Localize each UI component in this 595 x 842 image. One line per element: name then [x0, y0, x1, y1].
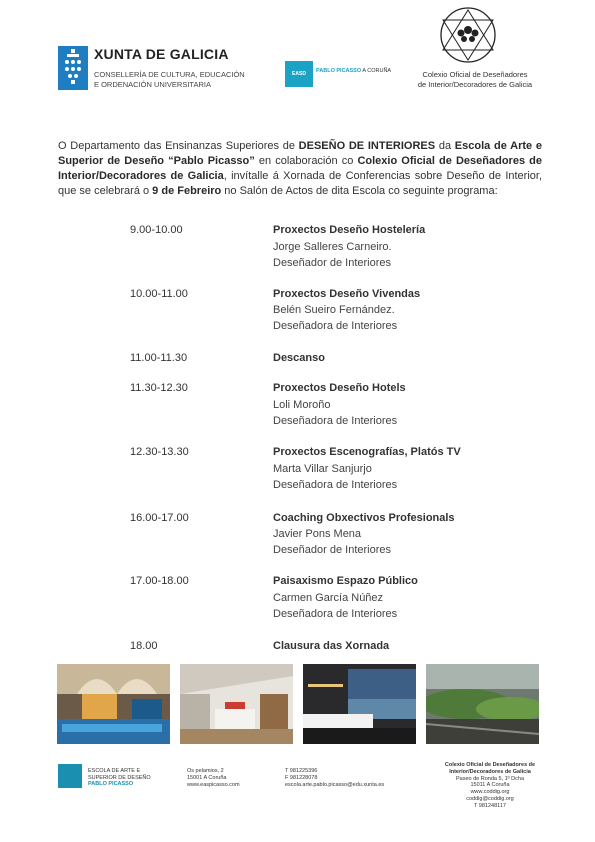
- colexio-contact: [430, 762, 550, 810]
- school-contact: [285, 768, 384, 788]
- xunta-title: XUNTA DE GALICIA: [94, 46, 229, 62]
- program-time: 11.30-12.30: [130, 382, 188, 394]
- photo-living-interior: [180, 664, 293, 744]
- program-title: Proxectos Deseño Hostelería: [273, 224, 426, 236]
- intro-text-1: O Departamento das Ensinanzas Superiores de: [58, 140, 299, 152]
- program-role: Deseñadora de Interiores: [273, 479, 398, 491]
- school-name-line-1: ESCOLA DE ARTE E: [88, 768, 141, 774]
- xunta-subtitle: [94, 70, 284, 90]
- colexio-contact-line-1: [430, 762, 550, 769]
- school-address: [187, 768, 240, 788]
- program-role: Deseñador de Interiores: [273, 257, 392, 269]
- intro-bold-1: DESEÑO DE INTERIORES: [298, 140, 436, 152]
- school-logo: [58, 764, 82, 788]
- intro-text-2: da: [435, 140, 455, 152]
- program-time: 12.30-13.30: [130, 446, 189, 458]
- photo-hospitality-interior: [57, 664, 170, 744]
- colexio-email: coddig@coddig.org: [466, 795, 514, 802]
- school-name-line-3: [88, 781, 151, 788]
- program-role: Deseñador de Interiores: [273, 544, 392, 556]
- easd-city: A CORUÑA: [361, 68, 392, 74]
- colexio-address: Paseo de Ronda 5, 1º Dcha: [455, 775, 525, 782]
- colexio-contact-line-2: [430, 769, 550, 776]
- program-time: 18.00: [130, 640, 158, 652]
- colexio-name: [400, 70, 550, 90]
- program-time: 16.00-17.00: [130, 512, 189, 524]
- program-speaker: Loli Moroño: [273, 399, 331, 411]
- intro-text-3: en colaboración co: [254, 155, 358, 167]
- school-name: [88, 768, 151, 788]
- colexio-city: 15011 A Coruña: [470, 782, 510, 789]
- easd-name: [316, 68, 391, 74]
- colexio-contact-bold-2: Interior/Decoradores de Galicia: [449, 768, 531, 775]
- address-line-1: Os pelamios, 2: [187, 768, 224, 774]
- intro-paragraph: [58, 139, 542, 199]
- colexio-name-line-2: de Interior/Decoradores de Galicia: [417, 80, 533, 89]
- easd-logo: EASD: [285, 61, 313, 87]
- colexio-website: www.coddig.org: [470, 789, 510, 796]
- xunta-subtitle-line-1: CONSELLERÍA DE CULTURA, EDUCACIÓN: [94, 70, 245, 79]
- program-role: Deseñadora de Interiores: [273, 608, 398, 620]
- program-speaker: Marta Villar Sanjurjo: [273, 463, 372, 475]
- school-name-bold: PABLO PICASSO: [88, 781, 134, 787]
- address-line-2: 15001 A Coruña: [187, 774, 227, 781]
- intro-bold-4: 9 de Febreiro: [152, 185, 222, 197]
- program-title: Coaching Obxectivos Profesionals: [273, 512, 455, 524]
- program-role: Deseñadora de Interiores: [273, 415, 398, 427]
- easd-name-bold: PABLO PICASSO: [316, 68, 362, 74]
- school-website: www.easpicasso.com: [187, 781, 240, 788]
- program-role: Deseñadora de Interiores: [273, 320, 398, 332]
- colexio-contact-bold-1: Colexio Oficial de Deseñadores de: [444, 762, 536, 768]
- colexio-emblem-icon: [439, 6, 497, 64]
- program-title: Clausura das Xornada: [273, 640, 390, 652]
- program-title: Proxectos Escenografías, Platós TV: [273, 446, 461, 458]
- program-speaker: Jorge Salleres Carneiro.: [273, 241, 392, 253]
- program-title: Paisaxismo Espazo Público: [273, 575, 418, 587]
- colexio-phone: T 981248117: [474, 802, 506, 809]
- school-phone: T 981225396: [285, 768, 318, 774]
- program-speaker: Belén Sueiro Fernández.: [273, 304, 395, 316]
- program-time: 17.00-18.00: [130, 575, 189, 587]
- program-time: 9.00-10.00: [130, 224, 183, 236]
- xunta-subtitle-line-2: E ORDENACIÓN UNIVERSITARIA: [94, 80, 211, 89]
- program-title: Proxectos Deseño Vivendas: [273, 288, 421, 300]
- program-speaker: Javier Pons Mena: [273, 528, 362, 540]
- program-title: Descanso: [273, 352, 325, 364]
- photo-hotel-room: [303, 664, 416, 744]
- program-time: 11.00-11.30: [130, 352, 188, 364]
- program-title: Proxectos Deseño Hotels: [273, 382, 406, 394]
- intro-text-5: no Salón de Actos de dita Escola co seguinte programa:: [221, 185, 498, 197]
- photo-landscape-space: [426, 664, 539, 744]
- school-email: escola.arte.pablo.picasso@edu.xunta.es: [285, 781, 385, 788]
- colexio-name-line-1: Colexio Oficial de Deseñadores: [422, 70, 528, 79]
- school-name-line-2: SUPERIOR DE DESEÑO: [88, 774, 151, 781]
- intro-bold-2: Escola de Arte e Superior de Deseño “Pablo Picasso”: [58, 140, 542, 167]
- program-time: 10.00-11.00: [130, 288, 188, 300]
- intro-text-4: , invítalle á Xornada de Conferencias sobre Deseño de Interior, que se celebrará o: [58, 170, 543, 197]
- school-fax: F 981228078: [285, 774, 318, 781]
- xunta-coat-of-arms-icon: [58, 46, 88, 90]
- program-speaker: Carmen García Núñez: [273, 592, 384, 604]
- intro-bold-3: Colexio Oficial de Deseñadores de Interior/Decoradores de Galicia: [58, 155, 543, 182]
